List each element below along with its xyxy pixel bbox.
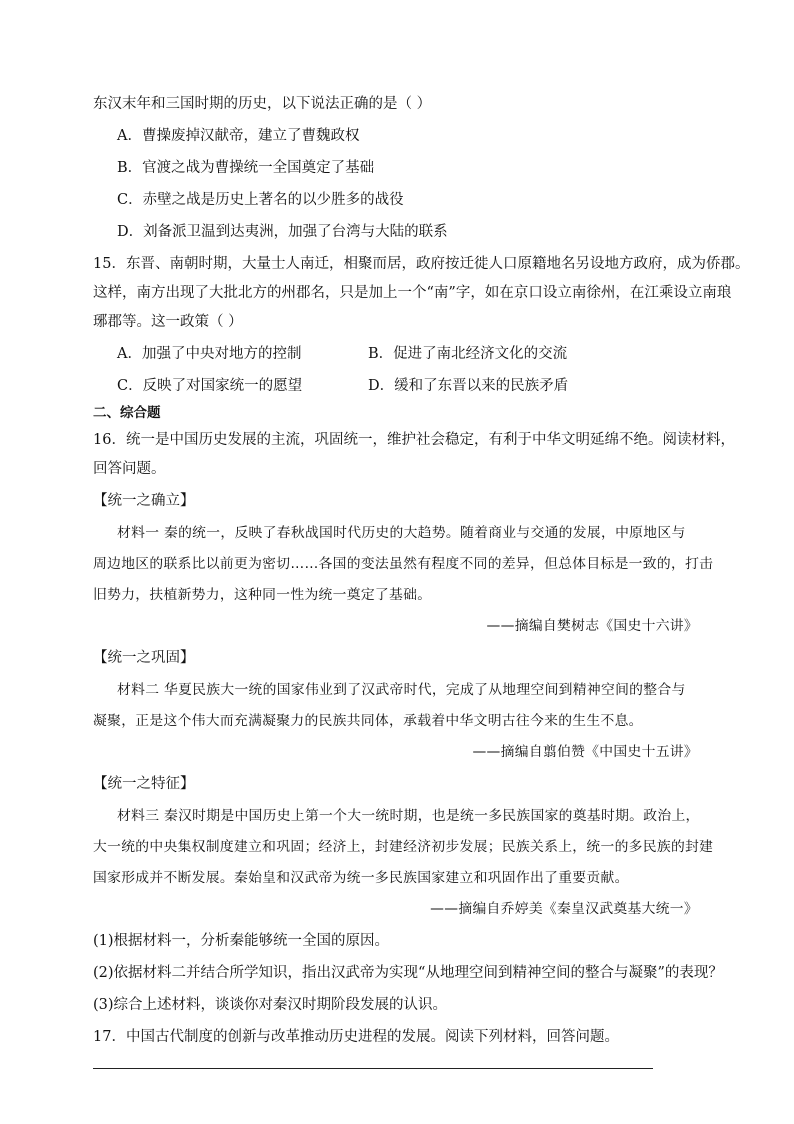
q16-subquestion-1: (1)根据材料一，分析秦能够统一全国的原因。	[93, 933, 390, 949]
section-title: 二、综合题	[93, 405, 161, 421]
material-2-line-1: 材料二 华夏民族大一统的国家伟业到了汉武帝时代，完成了从地理空间到精神空间的整合与	[117, 682, 686, 698]
q15-option-b: B．促进了南北经济文化的交流	[368, 346, 568, 362]
q16-subquestion-3: (3)综合上述材料，谈谈你对秦汉时期阶段发展的认识。	[93, 997, 448, 1013]
q16-subquestion-2: (2)依据材料二并结合所学知识，指出汉武帝为实现“从地理空间到精神空间的整合与凝聚”的表现？	[93, 965, 723, 981]
material-1-line-1: 材料一 秦的统一，反映了春秋战国时代历史的大趋势。随着商业与交通的发展，中原地区与	[117, 525, 686, 541]
material-1-line-2: 周边地区的联系比以前更为密切……各国的变法虽然有程度不同的差异，但总体目标是一致的，打击	[93, 556, 714, 572]
material-3-line-2: 大一统的中央集权制度建立和巩固；经济上，封建经济初步发展；民族关系上，统一的多民族的封建	[93, 839, 714, 855]
heading-consolidation: 【统一之巩固】	[93, 650, 195, 666]
q17-stem: 17．中国古代制度的创新与改革推动历史进程的发展。阅读下列材料，回答问题。	[93, 1029, 619, 1045]
q15-option-a: A．加强了中央对地方的控制	[117, 346, 302, 362]
material-1-line-3: 旧势力，扶植新势力，这种同一性为统一奠定了基础。	[93, 587, 432, 603]
material-3-line-1: 材料三 秦汉时期是中国历史上第一个大一统时期，也是统一多民族国家的奠基时期。政治上，	[117, 808, 700, 824]
material-3-line-3: 国家形成并不断发展。秦始皇和汉武帝为统一多民族国家建立和巩固作出了重要贡献。	[93, 870, 629, 886]
q16-line-1: 16．统一是中国历史发展的主流，巩固统一，维护社会稳定，有利于中华文明延绵不绝。阅读材料，	[93, 432, 735, 448]
q15-line-1: 15．东晋、南朝时期，大量士人南迁，相聚而居，政府按迁徙人口原籍地名另设地方政府，成为侨郡。	[93, 256, 750, 272]
material-2-line-2: 凝聚，正是这个伟大而充满凝聚力的民族共同体，承载着中华文明古往今来的生生不息。	[93, 713, 643, 729]
heading-establishment: 【统一之确立】	[93, 493, 195, 509]
q15-option-d: D．缓和了东晋以来的民族矛盾	[368, 378, 569, 394]
q14-option-b: B．官渡之战为曹操统一全国奠定了基础	[117, 160, 375, 176]
q14-option-a: A．曹操废掉汉献帝，建立了曹魏政权	[117, 128, 360, 144]
material-1-source: ——摘编自樊树志《国史十六讲》	[486, 618, 698, 634]
heading-characteristics: 【统一之特征】	[93, 776, 195, 792]
material-3-source: ——摘编自乔婷美《秦皇汉武奠基大统一》	[430, 901, 698, 917]
footer-rule	[93, 1068, 653, 1069]
material-2-source: ——摘编自翦伯赞《中国史十五讲》	[472, 744, 698, 760]
q14-option-c: C．赤壁之战是历史上著名的以少胜多的战役	[117, 192, 404, 208]
q14-stem: 东汉末年和三国时期的历史，以下说法正确的是（ ）	[93, 96, 432, 112]
q14-option-d: D．刘备派卫温到达夷洲，加强了台湾与大陆的联系	[117, 224, 448, 240]
q15-option-c: C．反映了对国家统一的愿望	[117, 378, 303, 394]
q15-line-3: 琊郡等。这一政策（ ）	[93, 314, 243, 330]
q16-line-2: 回答问题。	[93, 461, 166, 477]
q15-line-2: 这样，南方出现了大批北方的州郡名，只是加上一个“南”字，如在京口设立南徐州，在江乘设立南琅	[93, 285, 732, 301]
